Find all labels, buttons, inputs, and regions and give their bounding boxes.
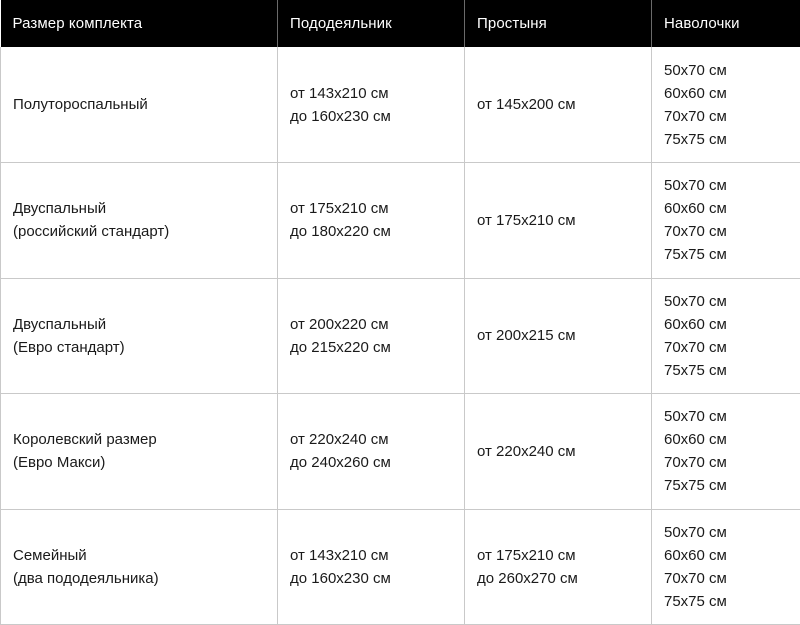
sheet-cell (465, 47, 652, 163)
sheet-cell-line: до 260x270 см (477, 569, 578, 587)
pillowcases-cell (652, 278, 800, 394)
table-row (1, 278, 800, 394)
pillowcases-cell-line: 75x75 см (664, 246, 727, 264)
set-size-cell-line: (Евро стандарт) (13, 338, 125, 356)
set-size-cell (1, 163, 278, 279)
table-row (1, 509, 800, 625)
duvet-cover-cell-line: до 160x230 см (290, 569, 391, 587)
pillowcases-cell (652, 163, 800, 279)
duvet-cover-cell-line: до 240x260 см (290, 454, 391, 472)
pillowcases-cell (652, 509, 800, 625)
duvet-cover-cell-line: от 220x240 см (290, 431, 389, 449)
set-size-cell (1, 509, 278, 625)
pillowcases-cell-line: 75x75 см (664, 361, 727, 379)
sheet-cell-line: от 200x215 см (477, 327, 576, 345)
set-size-cell (1, 278, 278, 394)
sheet-cell-line: от 175x210 см (477, 211, 576, 229)
pillowcases-cell-line: 50x70 см (664, 408, 727, 426)
pillowcases-cell-line: 60x60 см (664, 84, 727, 102)
pillowcases-cell-line: 75x75 см (664, 592, 727, 610)
pillowcases-cell (652, 394, 800, 510)
sheet-cell (465, 163, 652, 279)
sheet-cell (465, 509, 652, 625)
header-row (1, 0, 800, 47)
pillowcases-cell-line: 70x70 см (664, 569, 727, 587)
table-row (1, 394, 800, 510)
sheet-cell-line: от 145x200 см (477, 96, 576, 113)
duvet-cover-cell-line: от 143x210 см (290, 546, 389, 564)
set-size-cell-line: Двуспальный (13, 200, 107, 218)
set-size-cell-line: Королевский размер (13, 431, 157, 449)
sheet-cell-line: от 220x240 см (477, 442, 576, 460)
duvet-cover-cell (278, 394, 465, 510)
pillowcases-cell-line: 50x70 см (664, 523, 727, 541)
pillowcases-cell-line: 70x70 см (664, 338, 727, 356)
sheet-cell (465, 278, 652, 394)
pillowcases-cell-line: 50x70 см (664, 61, 727, 79)
set-size-cell-line: (два пододеяльника) (13, 569, 159, 587)
sheet-cell (465, 394, 652, 510)
table-row (1, 47, 800, 163)
table-row (1, 163, 800, 279)
table-header (1, 0, 800, 47)
duvet-cover-cell-line: до 215x220 см (290, 338, 391, 356)
duvet-cover-cell-line: от 200x220 см (290, 315, 389, 333)
pillowcases-cell (652, 47, 800, 163)
sheet-cell-line: от 175x210 см (477, 546, 576, 564)
pillowcases-cell-line: 70x70 см (664, 107, 727, 125)
pillowcases-cell-line: 70x70 см (664, 223, 727, 241)
set-size-cell-line: Семейный (13, 546, 87, 564)
header-duvet-cover: Пододеяльник (278, 0, 465, 47)
header-set-size: Размер комплекта (1, 0, 278, 47)
table-body (1, 47, 800, 625)
pillowcases-cell-line: 60x60 см (664, 431, 727, 449)
duvet-cover-cell-line: до 160x230 см (290, 107, 391, 125)
header-sheet: Простыня (465, 0, 652, 47)
duvet-cover-cell-line: до 180x220 см (290, 223, 391, 241)
set-size-cell-line: (российский стандарт) (13, 223, 170, 241)
pillowcases-cell-line: 50x70 см (664, 292, 727, 310)
duvet-cover-cell (278, 278, 465, 394)
pillowcases-cell-line: 75x75 см (664, 477, 727, 495)
duvet-cover-cell (278, 163, 465, 279)
duvet-cover-cell-line: от 143x210 см (290, 84, 389, 102)
set-size-cell-line: Двуспальный (13, 315, 107, 333)
duvet-cover-cell-line: от 175x210 см (290, 200, 389, 218)
set-size-cell (1, 394, 278, 510)
pillowcases-cell-line: 60x60 см (664, 315, 727, 333)
set-size-cell-line: Полутороспальный (13, 96, 148, 113)
duvet-cover-cell (278, 47, 465, 163)
pillowcases-cell-line: 60x60 см (664, 200, 727, 218)
set-size-cell-line: (Евро Макси) (13, 454, 106, 472)
duvet-cover-cell (278, 509, 465, 625)
pillowcases-cell-line: 75x75 см (664, 130, 727, 148)
pillowcases-cell-line: 60x60 см (664, 546, 727, 564)
pillowcases-cell-line: 70x70 см (664, 454, 727, 472)
pillowcases-cell-line: 50x70 см (664, 177, 727, 195)
set-size-cell (1, 47, 278, 163)
header-pillowcases: Наволочки (652, 0, 800, 47)
